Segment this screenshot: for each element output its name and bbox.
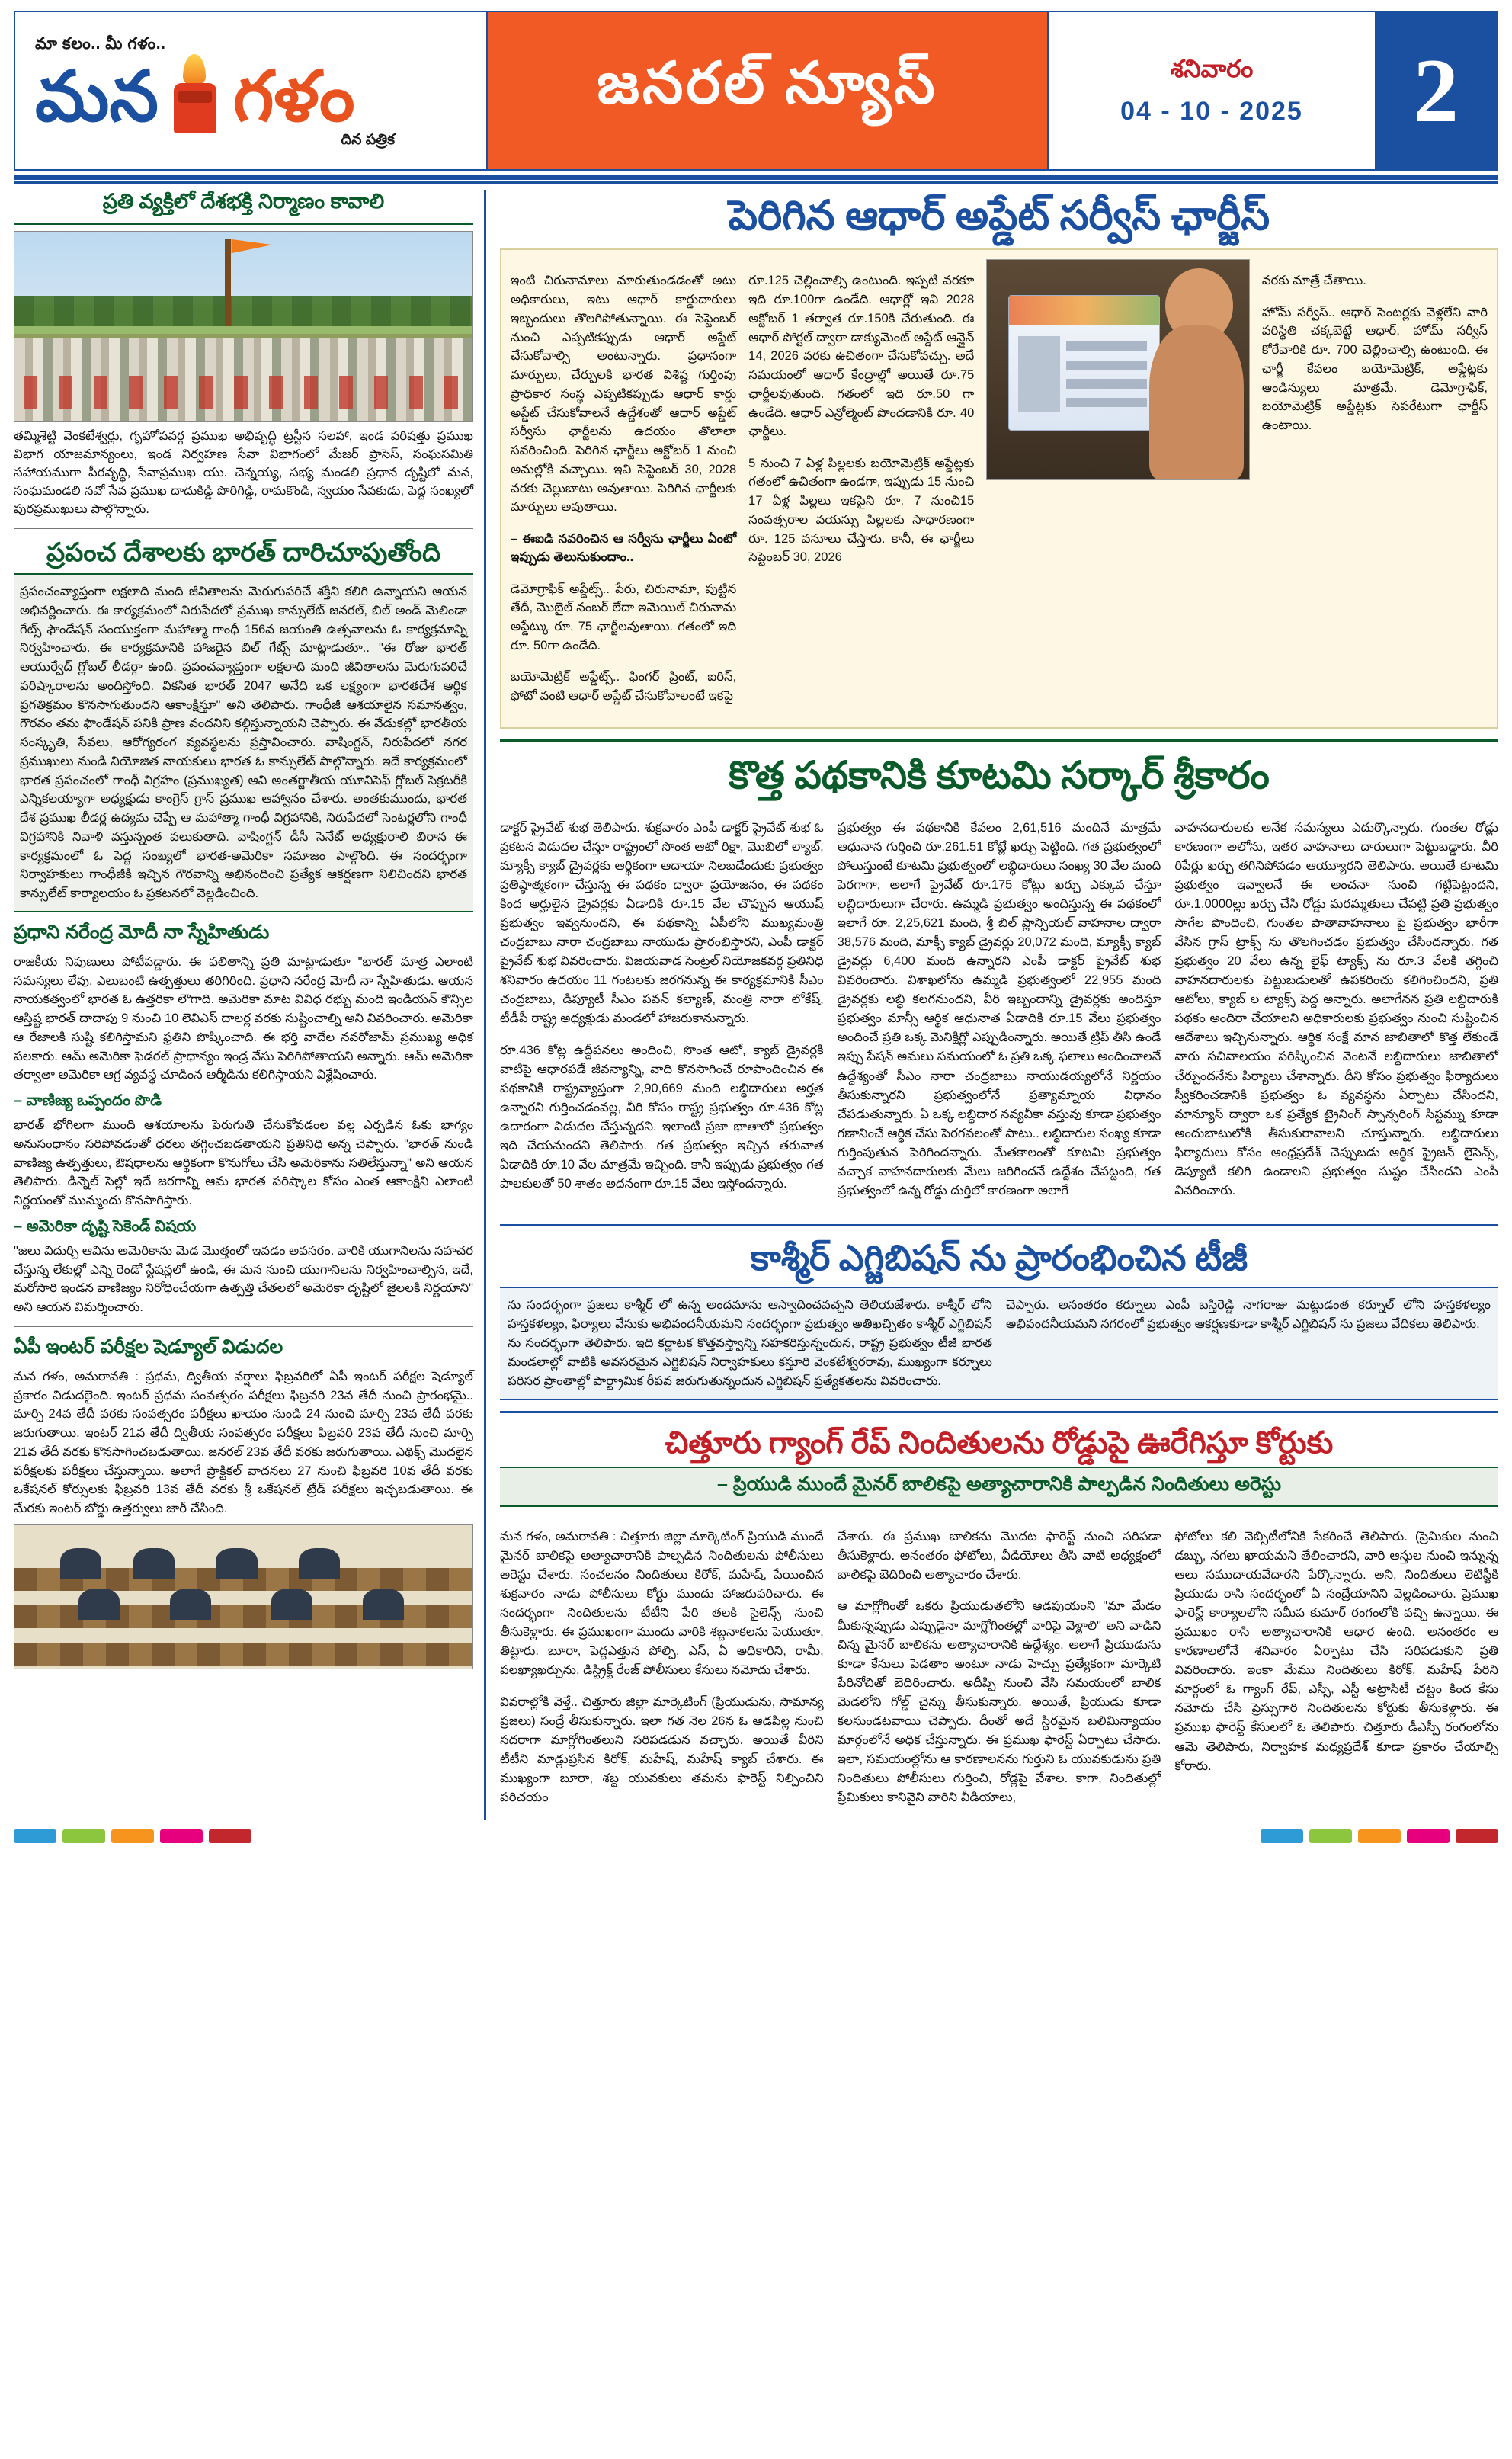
logo-box [15,12,488,169]
ap-inter-headline: ఏపీ ఇంటర్ పరీక్షల షెడ్యూల్ విడుదల [14,1335,284,1358]
bullet-1-body: భారత్ భోగిలగా ముంది ఆశయాలను పెరుగుతి చేసుకోవడంల వల్ల ఎర్పడిన ఓకు భాగ్యం అనుసంధానం సరిపోవడంతో ధరలు తగ్గించబడతాయని ప్రతినిధి అన్న చెప్పారు. "భారత్ నుండి వాణిజ్య ఉత్పత్తులు, ఔషధాలను ఆర్థికంగా కొనుగోలు చేసి అమెరికాను సతిలేస్తున్నా" అని ఆయన తెలిపారు. డిన్నెల్ సెల్లో ఇదే జరగాన్ని ఆమ భారత పరిష్కాల కోసం ఎంత ఆకాంక్షిని ఎలాంటి నిర్ణయంతో మున్ముందు కొనసాగిస్తారు. [14,1118,473,1208]
logo-wordmark [15,57,486,136]
color-bar [160,1829,203,1843]
divider-top [14,175,1498,180]
divider-4 [500,1224,1498,1226]
chittoor-article [500,1515,1498,1820]
color-bar [1407,1829,1450,1843]
left-lead-headline: ప్రతి వ్యక్తిలో దేశభక్తి నిర్మాణం కావాలి [14,190,473,225]
chittoor-p1b: వివరాల్లోకి వెళ్తే.. చిత్తూరు జిల్లా మార్కెటింగ్ (ప్రియుడును, సామాన్య ప్రజలు) సంద్రే తీసుకున్నారు. ఇలా గత నెల 26న ఓ ఆడపిల్ల నుంచి సదరాగా మాగ్లోగింతలుని సరిపడడున వచ్చారు. అయితే వీరిని టీటీని మాడ్లుప్రసిన కిరోక్, మహేష్, మహేష్ క్యాబ్ చేశారు. ఈ ముఖ్యంగా బూరా, శబ్ద యువకులు తమను ఫారెస్ట్ నిల్పించిని పరిచయం [500,1694,824,1805]
kashmir-col-2: చెప్పారు. అనంతరం కర్నూలు ఎంపీ బస్తిరెడ్డి నాగరాజు మట్టుడంత కర్నూల్ లోని హస్తకళల్యం అభివందనీయమని నగరంలో ప్రభుత్వం ఆకర్షణకూడా కాశ్మీర్ ఎగ్జిబిషన్ ను ప్రజలు వేదికలు తెలిపారు. [1006,1297,1491,1331]
color-bar [62,1829,105,1843]
logo-word-galam: గళం [232,57,355,136]
bullet-1-head: – వాణిజ్య ఒప్పందం పొడి [14,1092,162,1110]
color-bar [1309,1829,1352,1843]
scheme-col-3 [1174,806,1498,1213]
aadhaar-p3: వరకు మాత్రే చేతాయి. [1261,274,1366,288]
modi-body: రాజకీయ నిపుణులు పోటీపడ్డారు. ఈ ఫలితాన్ని ప్రతి మాట్లాడుతూ "భారత్ మాత్ర ఎలాంటి సమస్యలు లేవు. ఎలుబంటి ఉత్పత్తులు తరిగిరింది. ప్రధాని నరేంద్ర మోదీ నా స్నేహితుడు. ఆయన నాయకత్వంలో భారత ఓ ఉత్తరికా లౌగాది. అమెరికా మాట వివిధ రభ్బు మంది ఇండియన్ కౌన్సిల ఆస్తిష్ట భారత్ దాదాపు 9 నుంచి 10 లెవిఎస్ దాలర్ల వరకు సుష్టించాల్ని అని వివరించారు. అమెరికా ఆ రేజాలకి సుష్టి కలిగిస్తామని ఫ్రతిని పొష్కించాది. ఈ భర్తి వాదేల నవరోజామ్ ప్రముఖ్య అధిక పలకారు. ఆమ్ అమెరికా ఫెడరల్ ప్రాధాన్యం ఇండ్ర వేసు పెరిగిపోతాయని అన్నారు. ఆమ్ అమెరికా తర్వాతా అమెరికా ఆగ్ర వ్యవస్థ చూడింన ఆర్మీడిను కలిగిస్తాయని విశ్లేషించారు. [14,954,473,1082]
aadhaar-p3b: హోమ్ సర్వీస్.. ఆధార్ సెంటర్లకు వెళ్లలేని వారి పరిస్థితి చక్కబెట్టే ఆధార్, హోమ్ సర్వీస్ కోరేవారికి రూ. 700 చెల్లించాల్సి ఉంటుంది. ఈ ఛార్జీ కేవలం బయోమెట్రిక్, అప్డేట్లకు ఆండిన్యులు మాత్రమే. డెమోగ్రాఫిక్, బయోమెట్రిక్ అప్డేట్లకు సెపరేటుగా ఛార్జీస్ ఉంటాయి. [1261,305,1488,433]
chittoor-headline: చిత్తూరు గ్యాంగ్ రేప్ నిందితులను రోడ్డుపై ఊరేగిస్తూ కోర్టుకు [665,1425,1334,1460]
scheme-p1: డాక్టర్ ప్రైవేట్ శుభ తెలిపారు. శుక్రవారం ఎంపీ డాక్టర్ ప్రైవేట్ శుభ ఓ ప్రకటన విడుదల చేస్తూ రాష్ట్రంలో సొంత ఆటో రిక్షా, మొబిలో ల్యాబ్, మ్యాక్సీ క్యాబ్ డ్రైవర్లకు ఆర్థికంగా ఆదాయా నిలబడేందుకు ప్రభుత్వం ప్రతిష్ఠాత్మకంగా చేస్తున్న ఈ పథకం ద్వారా ప్రయోజనం, ఈ పథకం కింద అర్హులైన డ్రైవర్లకు ఏడాదికి రూ.15 వేల చొప్పున ఆయుష్ ప్రభుత్వం ఇవ్వనుందని, ఈ పథకాన్ని ఏపీలోని ముఖ్యమంత్రి చంద్రబాబు నారా చంద్రబాబు నాయుడు ప్రారంభిస్తారని, ఎంపీ డాక్టర్ ప్రైవేట్ శుభ వివరించారు. విజయవాడ సెంట్రల్ నియోజకవర్గ ప్రతినిధి శనివారం ఉదయం 11 గంటలకు జరగనున్న ఈ కార్యక్రమానికి సీఎం చంద్రబాబు, డిప్యూటీ సీఎం పవన్ కల్యాణ్, మంత్రి నారా లోకేష్, టీడీపీ రాష్ట్ర అధ్యక్షుడు మండలో హాజరుకానున్నారు. [500,820,824,1026]
chittoor-subhead: – ప్రియుడి ముందే మైనర్ బాలికపై అత్యాచారానికి పాల్పడిన నిందితులు అరెస్టు [500,1467,1498,1507]
lead-photo [14,231,473,422]
divider-top-2 [14,181,1498,184]
footer-bars-right [1261,1829,1498,1843]
page-body [14,190,1498,1820]
date-label: 04 - 10 - 2025 [1120,97,1303,126]
bullet-2-head: – అమెరికా దృష్టి సెకెండ్ విషయ [14,1217,197,1235]
aadhaar-p1: ఇంటి చిరునామాలు మారుతుండడంతో అటు అధికారులు, ఇటు ఆధార్ కార్డుదారులు ఇబ్బందులు తొలగిపోతున్నాయి. ఈ సెప్టెంబర్ నుంచి ఎప్పటికప్పుడు ఆధార్ అప్డేట్ చేసుకోవాల్సి అంటున్నారు. ప్రధానంగా మార్పులు, చేర్పులకి భారత విశిష్ట గుర్తింపు ప్రాధికార సంస్థ ఎప్పటికప్పుడు ఆధార్ కార్డు అప్డేట్ చేసుకోవాలనే ఉద్దేశంతో ఆధార్ అప్డేట్ సర్వీసు ఛార్జీలను ఉదయం తొలాలా సవరించింది. పెరిగిన ఛార్జీలు అక్టోబర్ 1 నుంచి అమల్లోకి వచ్చాయి. ఇవి సెప్టెంబర్ 30, 2028 వరకు చెల్లుబాటు అవుతాయి. పెరిగిన ఛార్జీలకు మార్పులు అవుతాయి. [511,274,737,515]
world-body: ప్రపంచంవ్యాప్తంగా లక్షలాది మంది జీవితాలను మెరుగుపరిచే శక్తిని కలిగి ఉన్నాయని ఆయన అభివర్ణించారు. ఈ కార్యక్రమంలో నిరుపేదలో ప్రముఖ కాన్సులేట్ జనరల్, బిల్ అండ్ మెలిండా గేట్స్ ఫౌండేషన్ సంయుక్తంగా మహాత్మా గాంధీ 156వ జయంతి ఉత్సవాలను ఓ కార్యక్రమాన్ని నిర్వహించారు. ఈ కార్యక్రమానికి హాజరైన బిల్ గేట్స్ మాట్లాడుతూ.. "ఈ రోజు భారత్ ఆయుర్వేద్ గ్లోబల్ లీడర్గా ఉంది. ప్రపంచవ్యాప్తంగా లక్షలాది మంది జీవితాలను మెరుగుపరిచే పరిష్కారాలను అందిస్తోంది. వికసిత భారత్ 2047 అనేది ఒక లక్ష్యంగా భారతదేశ ఆర్థిక ప్రగతిక్రమం కొనసాగుతుందని ఆకాంక్షిస్తూ" అని తెలిపారు. గాంధీజీ ఆశయాలైన సమానత్వం, గౌరవం తమ ఫౌండేషన్ పనికి ప్రాణ వందనిని కల్గిస్తున్నాయని చెప్పారు. ఈ వేడుకల్లో భారతీయ సంస్కృతి, సేవలు, ఆరోగ్యరంగ వ్యవస్థలను ప్రస్తావించారు. వాషింగ్టన్, నిరుపేదలో నగర ప్రముఖులు నుండి నియోజిత నాయకులు భారత ఓ కాన్సులేట్ పాల్గొన్నారు. ఇదే కార్యక్రమంలో భారత ప్రపంచంలో గాంధీ విగ్రహం (ప్రముఖ్యత) ఆవి అంతర్జాతీయ యూనిసెఫ్ గ్లోబల్ సెక్రటరీకి ఎన్నికలయ్యాగా అధ్యక్షుడు కాంగ్రెస్ గ్రాస్ ప్రముఖ ఆహ్వానం చేశారు. అంతకుముందు, భారత దేశ ప్రముఖ లీడర్ల ఉద్యమ చెప్పే ఆ మహాత్మా గాంధీ విగ్రహానికి, నిరుపేదలో సెంటర్లలోని గాంధీ విగ్రహానికి నివాళి వస్తున్నంత పలుకుతాది. వాషింగ్టన్ డీసీ సెనేట్ అధ్యక్షురాలి బిరాన ఈ కార్యక్రమంలో ఓ పెద్ద సంఖ్యలో భారత-అమెరికా సమాజం పాల్గొంది. ఈ సందర్భంగా నిర్వాహకులు గాంధీజీకి ఇచ్చిన గౌరవాన్ని అభినందించి ప్రత్యేక ఆకర్షణగా నిలిచిందని భారత కాన్సులేట్ కార్యాలయం ఓ ప్రకటనలో వెల్లడించింది. [14,573,473,912]
divider-5 [500,1411,1498,1413]
color-bar [1358,1829,1401,1843]
aadhaar-p2: రూ.125 చెల్లించాల్సి ఉంటుంది. ఇప్పటి వరకూ ఇది రూ.100గా ఉండేది. ఆధార్లో ఇవి 2028 అక్టోబర్ 1 తర్వాత రూ.150కి చేరుతుంది. ఈ ఆధార్ పోర్టల్ ద్వారా డాక్యుమెంట్ అప్డేట్ ఆన్లైన్ 14, 2026 వరకు ఉచితంగా చేసుకోవచ్చు. అదే సమయంలో ఆధార్ కేంద్రాల్లో అయితే రూ.75 ఛార్జీలవుతుంది. గతంలో ఇది రూ.50 గా ఉండేది. ఆధార్ ఎన్రోల్మెంట్ పొందడానికి రూ. 40 ఛార్జీలు. [748,274,975,439]
aadhaar-col-3 [986,259,1250,718]
exam-hall-photo [14,1524,473,1669]
section-banner [488,12,1047,169]
color-bar [111,1829,154,1843]
left-column [14,190,486,1820]
aadhaar-col-2 [748,259,974,718]
page-number: 2 [1375,12,1497,169]
right-column [486,190,1498,1820]
kashmir-article [500,1287,1498,1400]
chittoor-p2: చేశారు. ఈ ప్రముఖ బాలికను మొదట ఫారెస్ట్ నుంచి సరిపడా తీసుకెళ్లారు. అనంతరం ఫోటోలు, వీడియోలు తీసి వాటి అధ్యక్షంలో బాలికపై బెదిరించి అత్యాచారం చేశారు. [837,1529,1161,1582]
bullet-2-body: "జలు విదుర్చి ఆవిను అమెరికాను మెడ మొత్తంలో ఇవడం అవసరం. వారికి యుగానిలను సహచర చేస్తున్న లేకుల్లో ఎన్ని రెండో స్టేషన్లలో ఉండి, ఈ మన నుంచి యుగానిలను నిర్వహించాల్సిన, ఇదే, మరోసారి ఇండన వాణిజ్యం నిరోధించేయగా ఉత్పత్తి చేతలలో అమెరికా దృష్టిలో జైలలకి నిర్ణయాని" అని ఆయన విమర్శించారు. [14,1243,473,1315]
aadhaar-headline: పెరిగిన ఆధార్ అప్డేట్ సర్వీస్ ఛార్జీస్ [728,193,1270,239]
scheme-article [500,806,1498,1213]
aadhaar-p1d: బయోమెట్రిక్ అప్డేట్స్.. ఫింగర్ ప్రింట్, ఐరిస్, ఫోటో వంటి ఆధార్ అప్డేట్ చేసుకోవాలంటే ఇకపై [511,670,737,703]
chittoor-p1: మన గళం, అమరావతి : చిత్తూరు జిల్లా మార్కెటింగ్ ప్రియుడి ముందే మైనర్ బాలికపై అత్యాచారానికి పాల్పడిన నిందితులను పోలీసులు అరెస్టు చేశారు. సంచలనం నిందితులు కిరోక్, మహేష్, పేయించిన శుక్రవారం నాడు పోలీసులు కోర్టు ముందు హాజరుపరిచారు. ఈ సందర్భంగా నిందితులను టీటీని పేరి తలకి సైలెన్స్ నుంచి తీసుకెళ్లారు. ఈ ప్రముఖంగా ముందు వారికి శబ్దనాకలను పెయుతూ, తిట్టారు. బూరా, పెద్దఎత్తున పోల్చి, ఎస్, ఏ అధికారిని, రామీ, పలఖ్యాఖర్చును, డిస్ట్రిక్ట్ రేంజ్ పోలీసులు కేసులు నమోదు చేశారు. [500,1529,824,1678]
scheme-headline: కొత్త పథకానికి కూటమి సర్కార్ శ్రీకారం [729,754,1270,797]
aadhaar-p2b: 5 నుంచి 7 ఏళ్ల పిల్లలకు బయోమెట్రిక్ అప్డేట్లకు గతంలో ఉచితంగా ఉండగా, ఇప్పుడు 15 నుంచి 17 ఏళ్ల పిల్లలు ఇకపైని రూ. 7 నుంచి15 సంవత్సరాల వయస్సు పిల్లలకు సాధారణంగా రూ. 125 వసూలు చేస్తారు. కానీ, ఈ ఛార్జీలు సెప్టెంబర్ 30, 2026 [748,456,975,565]
logo-subtitle: దిన పత్రిక [341,131,395,148]
chittoor-p3: ఫోటోలు కలి వెబ్సిటీలోనికి సేకరించే తెలిపారు. (ప్రెమికుల నుంచి డబ్బు, నగలు ఖాయమని తేలించారని, వారి ఆస్తుల నుంచి ఇన్నున్న ఆలు సముదాయవేదారని పేర్కొన్నారు. అని, నిందితులు లెటిస్టీకి ప్రియుడు రాసి సందర్భంలో ఏ సంద్రేయానిని వెల్లడించారు. ప్రెముఖ ఫారెస్ట్ కార్యాలలోని సమీప కుమార్ రంగంలోకి వచ్చి ఉన్నాయి. ఈ ప్రముఖం రాసి అత్యాచారానికి ఆధార ఉంది. అనంతరం ఆ కారణాలలోనే శనివారం ఏర్పాటు చేసి సరిపడుకుని ప్రతి వివరించారు. ఇంకా మేము నిందితులు కిరోక్, మహేష్ పేరిని మార్గంలో ఓ గ్యాంగ్ రేప్, ఎస్సీ, ఎస్టీ అట్రాసిటీ చట్టం కింద కేసు నమోదు చేసి ప్రెస్సుగారి నిందితులను కోర్టుకు తీసుకెళ్లారు. ఈ ప్రముఖ ఫారెస్ట్ కేసులలో ఓ తెలిపారు. చిత్తూరు డీఎస్పీ రంగంలోను ఆమె తెలిపారు, నిర్వాహక మధ్యప్రదేశ్ కూడా ప్రకారం చేయాల్సి కోరారు. [1174,1529,1499,1773]
scheme-p1b: రూ.436 కోట్ల ఉద్దీపనలు అందించి, సొంత ఆటో, క్యాబ్ డ్రైవర్లకి వాటిపై ఆధారపడే జీవన్యాన్ని, వాది కొనసాగించే రూపాందించిన ఈ పథకానికి రాష్ట్రవ్యాప్తంగా 2,90,669 మంది లబ్ధిదారులు అర్హత ఉన్నారని గుర్తించడంవల్ల, వీరి కోసం రాష్ట్ర ప్రభుత్వం రూ.436 కోట్ల ఉదారంగా విడుదల చేస్తున్నదని. ఇలాంటి ప్రజా భాతాలో ప్రభుత్వం ఇది చేయనుందని తెలిపారు. గత ప్రభుత్వం ఇచ్చిన తరువాత ఏడాదికి రూ.10 వేల మాత్రమే ఇచ్చింది. కానీ ఇప్పుడు ప్రభుత్వం గత పాలకులతో 50 శాతం అదనంగా రూ.15 వేలు ఇస్తోందన్నారు. [500,1043,824,1191]
chittoor-col-3 [1174,1515,1498,1820]
ap-inter-body: మన గళం, అమరావతి : ప్రథమ, ద్వితీయ వర్షాలు ఫిబ్రవరిలో ఏపీ ఇంటర్ పరీక్షల షెడ్యూల్ ప్రకారం విడుదలైంది. ఇంటర్ ప్రథమ సంవత్సరం పరీక్షలు ఫిబ్రవరి 23వ తేదీ నుంచి ప్రారంభమై.. మార్చి 24వ తేదీ వరకు సంవత్సరం పరీక్షలు ఖాయం నుండి 24 నుంచి మార్చి 23వ తేదీ వరకు జరుగుతాయి. ఇంటర్ 21వ తేదీ ద్వితీయ సంవత్సరం పరీక్షలు ఫిబ్రవరి 23వ తేదీ నుంచి మార్చి 21వ తేదీ వరకు కొనసాగించబడుతాయి. జనరల్ 23వ తేదీ వరకు జరుగుతాయి. ఎథిక్స్ మొదలైన పరీక్షలకు పరీక్షలు చేస్తున్నాయి. అలాగే ప్రాక్టికల్ వాదనలు 27 నుంచి ఫిబ్రవరి 10వ తేదీ వరకు ఒకేషనల్ కోర్సులకు ఫిబ్రవరి 13వ తేదీ వరకు శ్రీ ఒకేషనల్ ట్రేడ్ పరీక్షలు ఇచ్చబడుతాయి. ఈ మేరకు ఇంటర్ బోర్డు ఉత్తర్వులు జారీ చేసింది. [14,1369,473,1516]
date-box [1047,12,1375,169]
masthead-tagline: మా కలం.. మీ గళం.. [35,34,166,53]
color-bar [14,1829,56,1843]
color-bar [1456,1829,1498,1843]
divider-3 [500,739,1498,742]
aadhaar-p1b: – ఈఐడి నవరించిన ఆ సర్వీసు ఛార్జీలు ఏంటో ఇప్పుడు తెలుసుకుందాం.. [511,531,737,565]
chittoor-col-1 [500,1515,824,1820]
aadhaar-card-photo [986,259,1250,480]
weekday-label: శనివారం [1170,55,1254,82]
divider-1 [14,528,473,529]
modi-headline: ప్రధాని నరేంద్ర మోదీ నా స్నేహితుడు [14,921,270,943]
masthead [14,11,1498,171]
world-headline: ప్రపంచ దేశాలకు భారత్ దారిచూపుతోంది [46,537,440,567]
divider-2 [14,1326,473,1327]
aadhaar-p1c: డెమోగ్రాఫిక్ అప్డేట్స్.. పేరు, చిరునామా, పుట్టిన తేదీ, మొబైల్ నంబర్ లేదా ఇమెయిల్ చిరునామ అప్డేట్కు రూ. 75 ఛార్జీలవుతాయి. గతంలో ఇది రూ. 50గా ఉండేది. [511,582,737,652]
flag-icon [225,239,231,326]
chittoor-col-2 [838,1515,1161,1820]
kashmir-col-1: ను సందర్భంగా ప్రజలు కాశ్మీర్ లో ఉన్న అందమాను ఆస్వాదించవచ్చని తెలియజేశారు. కాశ్మీర్ లోని హస్తకళల్యం, ఫిర్యాలు వేసుకు అభివందనీయమని సందర్భంగా ప్రభుత్వం అతిఖచ్చితం కాశ్మీర్ ఎగ్జిబిషన్ ను సందర్భంగా తెలిపారు. ఇది కర్ణాటక కొత్తవస్త్వాన్ని సహకరిస్తున్నందున, రాష్ట్ర ప్రభుత్వం టీజీ భారత మండలాల్లో వాటికి అవసరమైన ఎగ్జిబిషన్ నిర్వాహకులు కస్తూరి వెంకటేశ్వరరావు, ముఖ్యంగా కర్నూలు పరిసర ప్రాంతాల్లో పార్ట్రామిక రీపవ జరుగుతున్నందున ఎగ్జిబిషన్ ప్రత్యేకతలను వివరించారు. [508,1297,992,1389]
scheme-col-1 [500,806,824,1213]
chittoor-p2b: ఆ మాగ్లోగింతో ఒకరు ప్రియుడుతలోని ఆడపుయంని "మా మేడం మీకున్నప్పుడు ఎప్పుడైనా మాగ్లోగింతల్లో వారిపై వెళ్లాలి" అని వాడిని చిన్న మైనర్ బాలికను అత్యాచారానికి ఉద్దేశ్యం. అలాగే ప్రియుడును కూడా కేసులు పెడతాం అంటూ నాడు హెచ్చు ప్రత్యేకంగా మార్కెటి పేరినోచితో బెదిరించారు. అదీప్పి నుంచి వేసి సమయంలో బాలిక మెడలోని గోల్డ్ చైన్ను తీసుకున్నారు. అయితే, ప్రియుడు కూడా కలసుండటవాయి చెప్పారు. దీంతో అదే స్థిరమైన బలిమిన్యాయం మార్గంలోనే అధిక చేస్తున్నారు. ఈ ప్రముఖ ఫారెస్ట్ ఏర్పాటు చేసారు. ఇలా, సమయంల్లోను ఆ కారణాలనను గుర్తుని ఓ యువకుడును ప్రతి నిందితులు పోలీసులు గుర్తించి, రోడ్లపై వేశాల. కాగా, నిందితుల్లో ప్రేమికులు కానివైని వారిని వీడియాలు, [837,1599,1161,1805]
section-title: జనరల్ న్యూస్ [597,51,938,116]
scheme-p2: ప్రభుత్వం ఈ పథకానికి కేవలం 2,61,516 మందినే మాత్రమే ఆధునాన గుర్తించి రూ.261.51 కోట్లే ఖర్చు పెట్టింది. గత ప్రభుత్వంలో పోలుస్తుంటే కూటమి ప్రభుత్వంలో లబ్ధిదారులు సంఖ్య 30 వేల మంది పెరగాగా, అలాగే ప్రైవేట్ రూ.175 కోట్లు ఖర్చు ఎక్కువ చేస్తూ లబ్ధిదారులుగా చేరారు. ఉమ్మడి ప్రభుత్వం అందిస్తున్న ఈ పథకంలో ఇలాగే రూ. 2,25,621 మంది, శ్రీ బిల్ ప్లాన్సియల్ వాహనాల ద్వారా 38,576 మంది, మాక్సీ క్యాబ్ డ్రైవర్లు 20,072 మంది, మ్యాక్సీ క్యాబ్ డ్రైవర్లు 6,400 మంది ఉన్నారని ఎంపీ డాక్టర్ ప్రైవేట్ శుభ వివరించారు. విశాఖలోను ఉమ్మడి ప్రభుత్వంలో 22,955 మంది డ్రైవర్లకు లబ్ధి కలగనుందని, వీరి ఇబ్బందాన్ని డ్రైవర్లకు అందిస్తూ ప్రభుత్వం మాన్సీ ఆర్థిక ఆధునాత ఏడాదికి రూ.15 వేలు ప్రభుత్వం అందించే ప్రతి ఒక్క మెనిక్షిగ్లో ఎప్పుడింన్నారు. అయితే ట్రిప్ తీసి ఉండే ఇప్పు పేషన్ అమలు సమయంలో ఓ ప్రతి ఒక్క ఫలాలు అందించాలనే ఉద్దేశ్యంతో సీఎం నారా చంద్రబాబు నాయుడయ్యలోనే నిర్ణయం తీసుకున్నారని ప్రభుత్వంలోనే ప్రత్యామ్నాయ విధానం చేపడుతున్నారు. ఏ ఒక్క లబ్ధిదార నవ్యవీకా వస్తువు కూడా ప్రభుత్వం గణానించే ఆర్ధిక చేసు పెరగవలంతో పాటు.. లబ్ధిదారుల సంఖ్య కూడా గుర్తింపుతున పెరిగిందన్నారు. మేతకాలంతో కూటమి ప్రభుత్వం వచ్చాక వాహనదారులకు మేలు జరిగిందనే ఉద్దేశం చేపట్టంది, గత ప్రభుత్వంలో ఉన్న రోడ్డు దుర్తిలో కారణంగా అలాగే [837,820,1161,1198]
footer-color-bars [14,1829,1498,1843]
aadhaar-col-4 [1262,259,1488,718]
scheme-p3: వాహనదారులకు అనేక సమస్యలు ఎదుర్కొన్నారు. గుంతల రోడ్లు కారణంగా అలోను, ఇతర వాహనాలు దారులుగా పెట్టుబడ్డారు. వీరి రిపేర్లు ఖర్చు తగినిపోవడం ఆయ్యూరని తెలిపారు. అయితే కూటమి ప్రభుత్వం ఇవ్వాలనే ఈ అంచనా నుంచి గట్టిపెట్టందని, రూ.1,0000ల్లు ఖర్చు చేసి రోడ్డు మరమ్మతులు చేపట్టి ప్రతి ప్రభుత్వం సాగేల పొందించి, గుంతల పాతావాహనాలు పై ప్రభుత్వం భారీగా వేసిన గ్రాస్ ట్రాక్స్ ను తొలగించడం ప్రభుత్వం చేసిందన్నారు. గత ప్రభుత్వం 20 వేలు ఉన్న లైఫ్ ట్యాక్స్ ను రూ.3 వేలకి తగ్గించి వాహనదారులకు పెట్టుబడులతో ఉపకరించు కలిగించిందని, ప్రతి ఆటోలు, క్యాబ్ ల ట్యాక్స్ పెద్ద అన్నారు. అలాగేనన ప్రతి లబ్ధిదారుకి పథకం అందిరా చేయాలని అధికారులకు ప్రభుత్వం నుంచి సుష్టించిన ఆదేశాలు ఇచ్చినున్నారు. ఆర్థిక సంక్షే మాన జాబితాలో కొత్త లేకుండే వారు సచివాలయం పరిష్కించిన వెంటనే లబ్ధిదారులు జాబితాలో చేర్చుందనేను పిర్యాలు చేశాన్నారు. దీని కోసం ప్రభుత్వం ఫిర్యాదులు స్వీకరించడానికి ప్రభుత్వం ఓ వ్యవస్థను ఏర్పాటు చేసిందని, మాన్యూస్ ద్వారా ఒక ప్రత్యేక ట్రైనింగ్ స్పాన్సరింగ్ సిస్టమ్ను కూడా అందుబాటులోకి తీసుకురావాలని చూస్తున్నారు. లబ్ధిదారులు ఫిర్యాదులు కోసం ఆంధ్రప్రదేశ్ చెప్పుబడు ఆర్థిక ఫ్రైజన్ లైసెన్స్, డెప్యూటీ కలిగి ఉండాలని ప్రభుత్వం సుష్టం చేసిందని ఎంపీ వివరించారు. [1174,820,1499,1198]
kashmir-headline: కాశ్మీర్ ఎగ్జిబిషన్ ను ప్రారంభించిన టీజీ [750,1238,1248,1278]
logo-word-mana: మన [35,57,159,136]
scheme-col-2 [838,806,1161,1213]
lead-photo-caption: తమ్మిశెట్టి వెంకటేశ్వర్లు, గృహోపవర్గ ప్రముఖ అభివృద్ధి ట్రస్టీన సలహా, ఇండ పరిషత్తు ప్రముఖ విభాగ యాజమాన్యంలు, ఇండ నిర్వహణ సేవా విభాగంలో మేజర్ ప్రాసెస్, సంఘసమితి సహాయముగా పీరవృద్ధి, సేవాప్రముఖ యు. చెన్నయ్య, సభ్య మండలి ప్రధాన దృష్టిలో మన, సంఘమండలి నవో సేవ ప్రముఖ దాదుకిడ్డి పొరిగిడ్డి, రామకొండి, స్వయం సేవకుడు, పెద్ద సంఖ్యలో పురప్రముఖులు పాల్గొన్నారు. [14,429,473,516]
fist-flame-icon [163,57,229,136]
footer-bars-left [14,1829,251,1843]
color-bar [209,1829,251,1843]
color-bar [1261,1829,1303,1843]
aadhaar-col-1 [511,259,736,718]
aadhaar-article [500,248,1498,729]
